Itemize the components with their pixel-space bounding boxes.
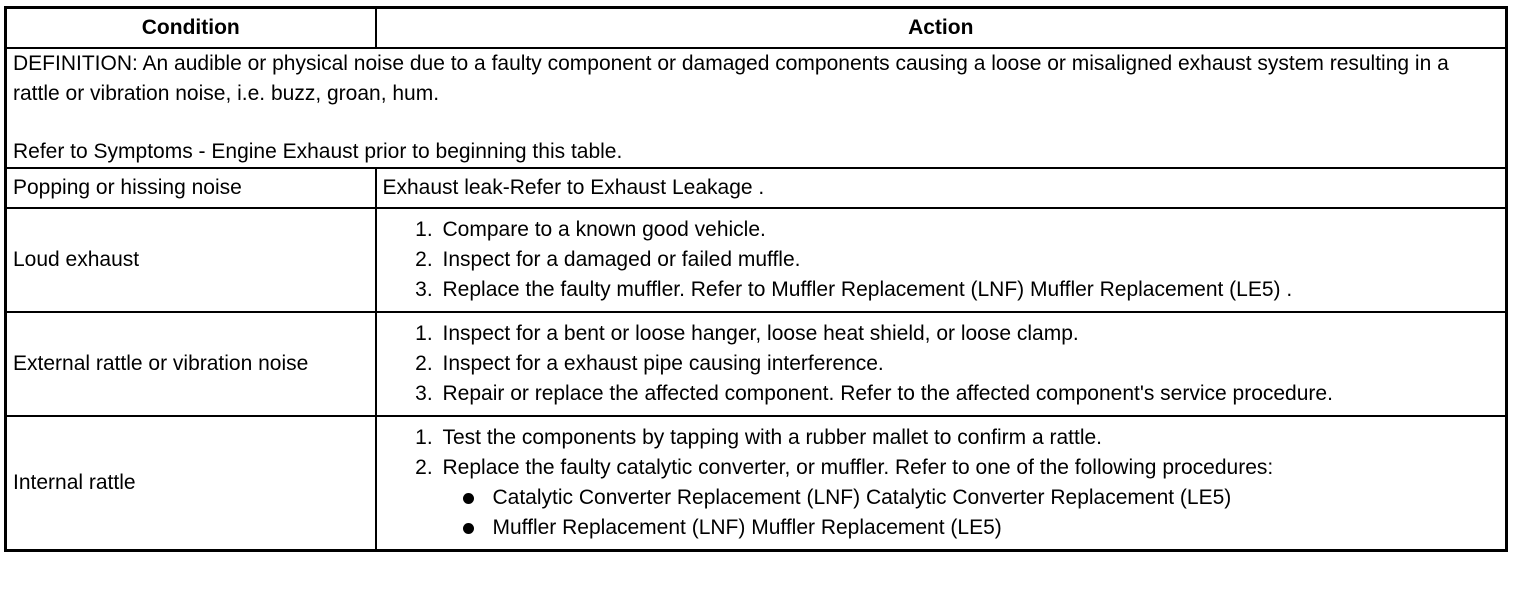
action-step xyxy=(439,453,1500,543)
action-steps xyxy=(383,215,1500,305)
action-steps xyxy=(383,319,1500,409)
table-row xyxy=(6,168,1507,208)
definition-text: DEFINITION: An audible or physical noise due to a faulty component or damaged components causing a loose or misaligned exhaust system resulting in a rattle or vibration noise, i.e. buzz, groan, hum. xyxy=(13,52,1449,105)
condition-cell: Popping or hissing noise xyxy=(6,168,376,208)
bullet-icon xyxy=(463,523,474,534)
condition-cell: Internal rattle xyxy=(6,416,376,551)
diagnostic-table xyxy=(4,6,1508,552)
action-cell xyxy=(376,208,1507,312)
procedure-item xyxy=(463,483,1500,513)
condition-cell: Loud exhaust xyxy=(6,208,376,312)
table-row xyxy=(6,416,1507,551)
action-step: 1. Compare to a known good vehicle. xyxy=(439,215,1500,245)
action-step: 3. Repair or replace the affected component. Refer to the affected component's service procedure. xyxy=(439,379,1500,409)
action-header: Action xyxy=(376,8,1507,49)
condition-cell: External rattle or vibration noise xyxy=(6,312,376,416)
action-step-text: Replace the faulty catalytic converter, or muffler. Refer to one of the following procedures: xyxy=(442,456,1274,479)
procedure-text: Muffler Replacement (LNF) Muffler Replacement (LE5) xyxy=(492,516,1002,539)
action-step: 2. Inspect for a damaged or failed muffle. xyxy=(439,245,1500,275)
table-row xyxy=(6,208,1507,312)
action-cell xyxy=(376,416,1507,551)
definition-cell xyxy=(6,48,1507,168)
action-cell xyxy=(376,312,1507,416)
procedure-list xyxy=(443,483,1500,543)
condition-header: Condition xyxy=(6,8,376,49)
action-step: 1. Inspect for a bent or loose hanger, loose heat shield, or loose clamp. xyxy=(439,319,1500,349)
table-row xyxy=(6,312,1507,416)
action-step: 3. Replace the faulty muffler. Refer to Muffler Replacement (LNF) Muffler Replacement (LE5) . xyxy=(439,275,1500,305)
document-page xyxy=(4,6,1505,552)
definition-row xyxy=(6,48,1507,168)
action-step: 2. Inspect for a exhaust pipe causing interference. xyxy=(439,349,1500,379)
definition-refer: Refer to Symptoms - Engine Exhaust prior to beginning this table. xyxy=(13,140,623,163)
action-steps xyxy=(383,423,1500,543)
bullet-icon xyxy=(463,493,474,504)
action-cell: Exhaust leak-Refer to Exhaust Leakage . xyxy=(376,168,1507,208)
action-step: 1. Test the components by tapping with a rubber mallet to confirm a rattle. xyxy=(439,423,1500,453)
procedure-text: Catalytic Converter Replacement (LNF) Catalytic Converter Replacement (LE5) xyxy=(492,486,1232,509)
procedure-item xyxy=(463,513,1500,543)
table-header-row xyxy=(6,8,1507,49)
